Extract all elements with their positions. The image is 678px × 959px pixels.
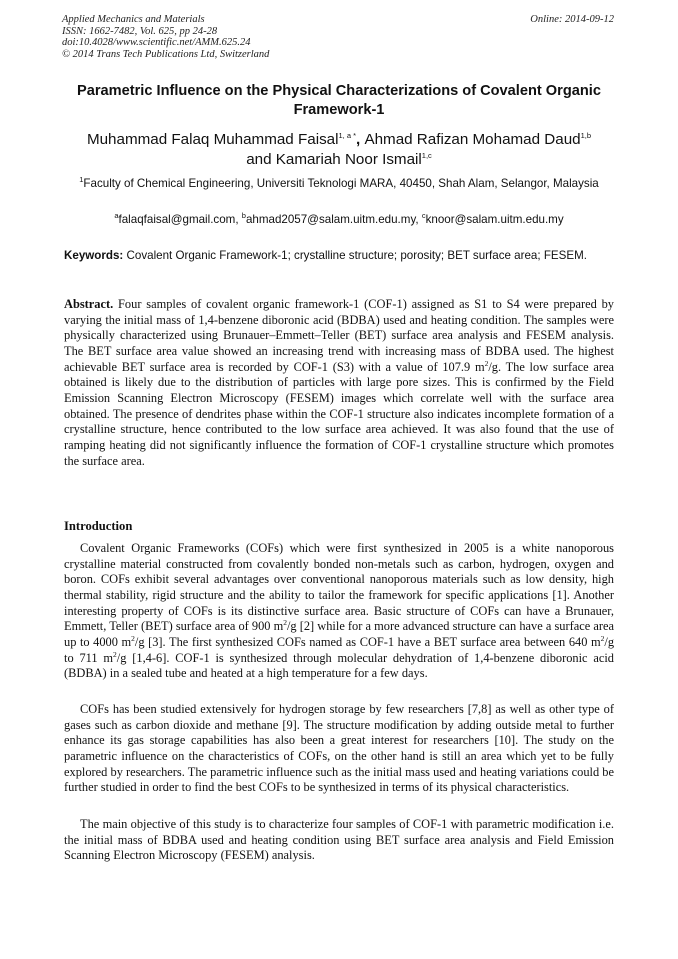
superscript: 2 — [113, 649, 117, 659]
keywords — [64, 248, 614, 264]
email-address: knoor@salam.uitm.edu.my — [425, 213, 564, 226]
abstract-text: Four samples of covalent organic framework-1 (COF-1) assigned as S1 to S4 were prepared by varying the initial mass of 1,4-benzene diboronic acid (BDBA) used and heating condition. The samples were physically characterized using Brunauer–Emmett–Teller (BET) surface area analysis and FESEM analysis. The BET surface area value showed an increasing trend with increasing mass of BDBA used. The highest achievable BET surface area is recorded by COF-1 (S3) with a value of 107.9 m — [64, 297, 614, 374]
online-date: Online: 2014-09-12 — [530, 14, 614, 25]
abstract-label: Abstract. — [64, 297, 114, 311]
keywords-label: Keywords: — [64, 249, 124, 262]
issn-line: ISSN: 1662-7482, Vol. 625, pp 24-28 — [62, 25, 218, 37]
email-mark: b — [241, 211, 246, 221]
abstract-text: /g. The low surface area obtained is likely due to the distribution of particles with large pore sizes. This is confirmed by the Field Emission Scanning Electron Microscopy (FESEM) images which correlate well with the surface area obtained. The presence of dendrites phase within the COF-1 structure also indicates incomplete formation of a crystalline structure, hence contributed to the low surface area achieved. It was also found that the use of ramping heating did not significantly influence the formation of COF-1 crystalline structure which promotes the surface area. — [64, 359, 614, 468]
superscript: 2 — [600, 633, 605, 643]
affil-text: Faculty of Chemical Engineering, Universiti Teknologi MARA, 40450, Shah Alam, Selangor, Malaysia — [83, 177, 599, 190]
superscript: 2 — [131, 633, 135, 643]
journal-header — [62, 14, 269, 60]
author-affil-mark: 1,b — [580, 130, 592, 140]
author-list — [50, 130, 628, 170]
intro-paragraph-1 — [64, 541, 614, 682]
affiliation — [64, 176, 614, 192]
author-name: Kamariah Noor Ismail — [275, 151, 422, 168]
intro-paragraph-2: COFs has been studied extensively for hydrogen storage by few researchers [7,8] as well as other type of gases such as carbon dioxide and methane [9]. The structure modification by adding outside metal to further enhance its gas storage capabilities has also been a great interest for researchers [10]. The study on the parametric influence on the characteristics of COFs, on the other hand is still an area which yet to be fully explored by researchers. The parametric influence such as the initial mass used and heating variations could be further studied in order to find the best COFs to be synthesized in terms of its physical characteristics. — [64, 702, 614, 795]
paragraph-text: /g to 711 m — [64, 634, 615, 665]
author-name: Muhammad Falaq Muhammad Faisal — [86, 131, 339, 148]
keywords-text: Covalent Organic Framework-1; crystalline structure; porosity; BET surface area; FESEM. — [123, 249, 587, 262]
intro-paragraph-3: The main objective of this study is to characterize four samples of COF-1 with parametric modification i.e. the initial mass of BDBA used and heating condition using BET surface area analysis and Field Emission Scanning Electron Microscopy (FESEM) analysis. — [64, 817, 614, 863]
copyright-line: © 2014 Trans Tech Publications Ltd, Switzerland — [62, 48, 270, 60]
superscript: 2 — [283, 618, 287, 628]
paragraph-text: /g [3]. The first synthesized COFs named as COF-1 have a BET surface area between 640 m — [134, 634, 601, 649]
doi-line: doi:10.4028/www.scientific.net/AMM.625.24 — [62, 37, 251, 48]
author-affil-mark: 1,c — [421, 150, 432, 160]
author-affil-mark: 1, a * — [338, 130, 357, 140]
affil-mark: 1 — [79, 175, 84, 185]
email-mark: c — [421, 211, 426, 221]
journal-name: Applied Mechanics and Materials — [62, 14, 205, 25]
abstract — [64, 297, 614, 469]
superscript: 2 — [484, 358, 489, 368]
email-address: ahmad2057@salam.uitm.edu.my, — [245, 213, 422, 226]
author-emails — [64, 212, 614, 227]
paragraph-text: Covalent Organic Frameworks (COFs) which were first synthesized in 2005 is a white nanoporous crystalline material constructed from covalently bonded non-metals such as carbon, hydrogen, oxygen and boron. COFs exhibit several advantages over conventional nanoporous materials such as low density, high thermal stability, rigid structure and the ability to tailor the framework for specific applications [1]. Another interesting property of COFs is its distinctive surface area. Basic structure of COFs can have a Brunauer, Emmett, Teller (BET) surface area of 900 m — [64, 541, 614, 634]
author-name: Ahmad Rafizan Mohamad Daud — [364, 131, 581, 148]
paragraph-text: /g [1,4-6]. COF-1 is synthesized through molecular dehydration of 1,4-benzene diboronic acid (BDBA) in a sealed tube and heated at a high temperature for a few days. — [64, 650, 614, 681]
email-mark: a — [114, 211, 119, 221]
author-separator: and — [246, 151, 276, 168]
section-heading-introduction: Introduction — [64, 519, 133, 533]
paper-title: Parametric Influence on the Physical Characterizations of Covalent Organic Framework-1 — [77, 83, 601, 118]
email-address: falaqfaisal@gmail.com, — [118, 213, 242, 226]
author-separator: , — [356, 131, 365, 148]
paragraph-text: /g [2] while for a more advanced structure can have a surface area up to 4000 m — [64, 619, 614, 649]
